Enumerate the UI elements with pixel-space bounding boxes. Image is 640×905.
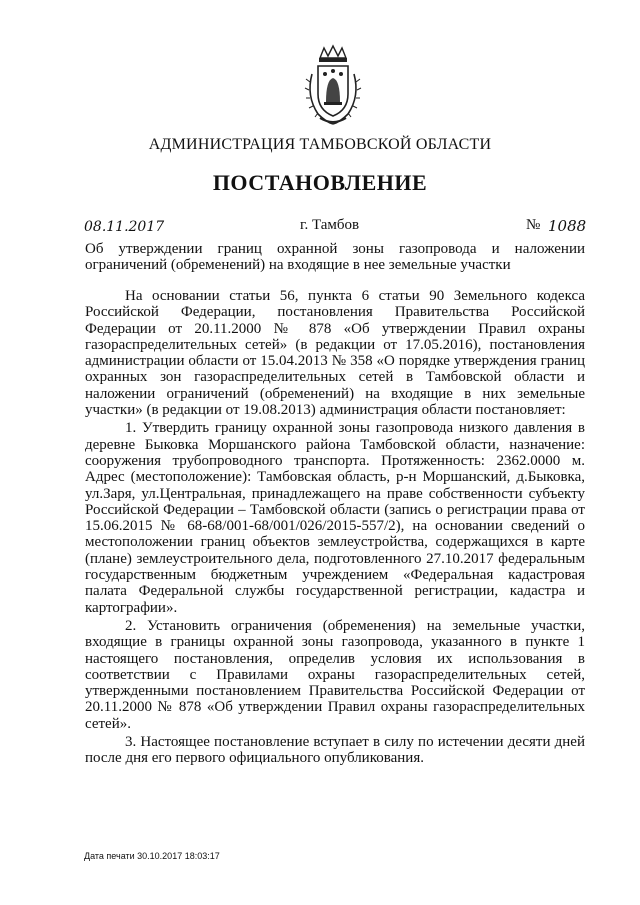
coat-of-arms-icon	[300, 44, 366, 128]
document-subject: Об утверждении границ охранной зоны газопровода и наложении ограничений (обременений) на входящие в нее земельные участки	[85, 241, 585, 273]
body-paragraph-2: 2. Установить ограничения (обременения) на земельные участки, входящие в границы охранной зоны газопровода, указанного в пункте 1 настоящего постановления, определив условия их использования в соответствии с Правилами охраны газораспределительных сетей, утвержденными постановлением Правительства Российской Федерации от 20.11.2000 № 878 «Об утверждении Правил охраны газораспределительных сетей».	[85, 617, 585, 732]
body-paragraph-1: 1. Утвердить границу охранной зоны газопровода низкого давления в деревне Быковка Моршанского района Тамбовской области, назначение: сооружения трубопроводного транспорта. Протяженность: 2362.0000 м. Адрес (местоположение): Тамбовская область, р-н Моршанский, д.Быковка, ул.Заря, ул.Центральная, принадлежащего на праве собственности субъекту Российской Федерации – Тамбовской области (запись о регистрации права от 15.06.2015 № 68-68/001-68/001/026/2015-557/2), на основании сведений о местоположении границ объектов землеустройства, содержащихся в карте (плане) землеустроительного дела, подготовленного 27.10.2017 федеральным государственным бюджетным учреждением «Федеральная кадастровая палата Федеральной службы государственной регистрации, кадастра и картографии».	[85, 420, 585, 616]
body-paragraph-3: 3. Настоящее постановление вступает в силу по истечении десяти дней после дня его первого официального опубликования.	[85, 734, 585, 767]
document-body	[85, 288, 585, 769]
print-date-footer: Дата печати 30.10.2017 18:03:17	[84, 851, 220, 861]
document-number-label: №	[526, 217, 541, 233]
document-type-title: ПОСТАНОВЛЕНИЕ	[212, 170, 428, 195]
date-number-line	[0, 217, 640, 241]
document-number: 1088	[548, 217, 587, 235]
document-city: г. Тамбов	[300, 217, 360, 233]
organization-title: АДМИНИСТРАЦИЯ ТАМБОВСКОЙ ОБЛАСТИ	[148, 136, 492, 153]
document-date: 08.11.2017	[84, 219, 165, 235]
body-paragraph-preamble: На основании статьи 56, пункта 6 статьи 90 Земельного кодекса Российской Федерации, постановления Правительства Российской Федерации от 20.11.2000 № 878 «Об утверждении Правил охраны газораспределительных сетей» (в редакции от 17.05.2016), постановления администрации области от 15.04.2013 № 358 «О порядке утверждения границ охранных зон газораспределительных сетей в Тамбовской области и наложении ограничений (обременений) на входящие в них земельные участки» (в редакции от 19.08.2013) администрация области постановляет:	[85, 288, 585, 419]
